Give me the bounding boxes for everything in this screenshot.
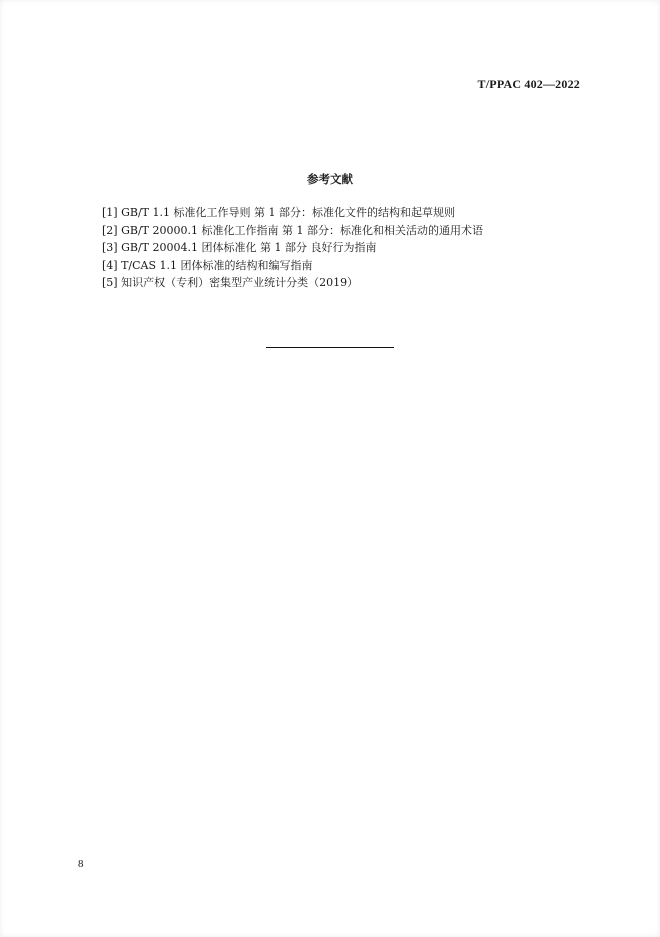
reference-item: [1] GB/T 1.1 标准化工作导则 第 1 部分：标准化文件的结构和起草规则 xyxy=(102,206,455,219)
page-number: 8 xyxy=(78,858,84,870)
reference-item: [5] 知识产权（专利）密集型产业统计分类（2019） xyxy=(102,276,359,289)
reference-item: [4] T/CAS 1.1 团体标准的结构和编写指南 xyxy=(102,258,313,272)
reference-item: [2] GB/T 20000.1 标准化工作指南 第 1 部分：标准化和相关活动的通用术语 xyxy=(102,223,483,237)
end-rule-divider xyxy=(266,347,394,348)
reference-item: [3] GB/T 20004.1 团体标准化 第 1 部分 良好行为指南 xyxy=(102,241,377,254)
references-heading: 参考文献 xyxy=(307,172,353,186)
document-number: T/PPAC 402—2022 xyxy=(477,77,580,91)
references-list xyxy=(102,204,483,292)
